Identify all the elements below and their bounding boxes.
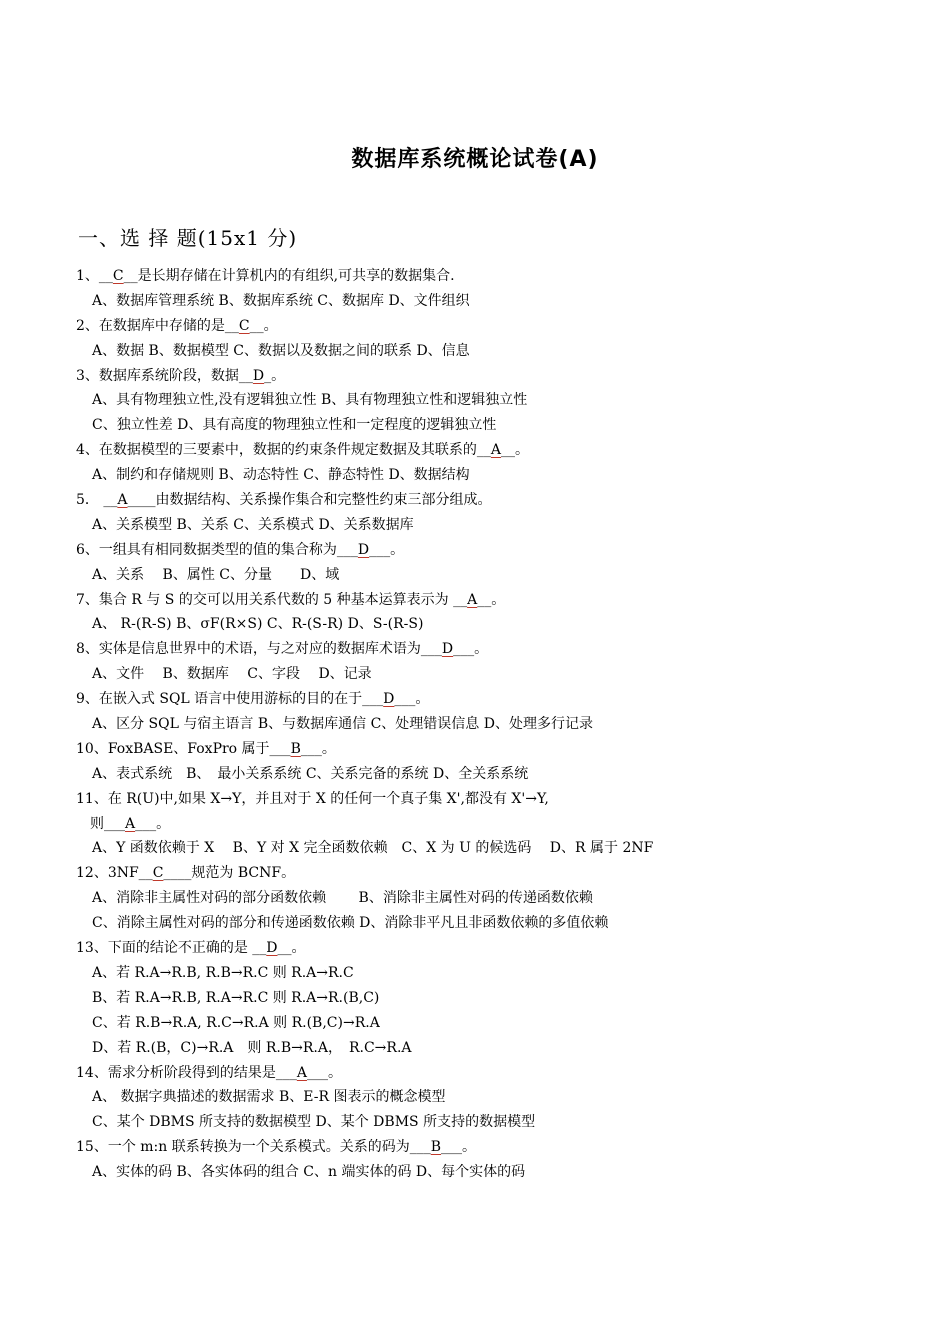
question-line — [76, 314, 916, 339]
question-line — [76, 861, 916, 886]
option-line: A、制约和存储规则 B、动态特性 C、静态特性 D、数据结构 — [92, 467, 470, 484]
question-stem: 2、在数据库中存储的是__ — [76, 317, 239, 334]
exam-title: 数据库系统概论试卷(A) — [351, 147, 599, 172]
question-stem-end: ___。 — [453, 641, 489, 658]
option-line: A、若 R.A→R.B, R.B→R.C 则 R.A→R.C — [92, 964, 354, 981]
answer-blank: D — [266, 940, 278, 957]
option-line: A、数据 B、数据模型 C、数据以及数据之间的联系 D、信息 — [92, 342, 470, 359]
question-line — [76, 637, 916, 662]
question-stem: 8、实体是信息世界中的术语，与之对应的数据库术语为___ — [76, 641, 442, 658]
question-line — [76, 538, 916, 563]
option-line: A、区分 SQL 与宿主语言 B、与数据库通信 C、处理错误信息 D、处理多行记录 — [92, 716, 593, 733]
question-line — [76, 936, 916, 961]
option-line: D、若 R.(B，C)→R.A 则 R.B→R.A， R.C→R.A — [92, 1039, 412, 1056]
option-line: A、表式系统 B、 最小关系系统 C、关系完备的系统 D、全关系系统 — [92, 765, 529, 782]
answer-blank: C — [112, 268, 124, 284]
answer-blank: C — [238, 317, 250, 334]
question-stem: 10、FoxBASE、FoxPro 属于___ — [76, 740, 291, 757]
option-line: C、消除主属性对码的部分和传递函数依赖 D、消除非平凡且非函数依赖的多值依赖 — [92, 915, 609, 932]
option-line: A、消除非主属性对码的部分函数依赖 B、消除非主属性对码的传递函数依赖 — [92, 890, 593, 907]
question-line — [76, 737, 916, 762]
option-line: C、独立性差 D、具有高度的物理独立性和一定程度的逻辑独立性 — [92, 417, 497, 434]
option-line: A、实体的码 B、各实体码的组合 C、n 端实体的码 D、每个实体的码 — [92, 1164, 526, 1181]
option-line: A、数据库管理系统 B、数据库系统 C、数据库 D、文件组织 — [92, 292, 470, 309]
question-line — [76, 488, 916, 513]
answer-blank: B — [430, 1139, 442, 1156]
question-list — [76, 264, 916, 1185]
option-line: A、Y 函数依赖于 X B、Y 对 X 完全函数依赖 C、X 为 U 的候选码 D、R 属于 2NF — [92, 840, 654, 857]
option-line: A、文件 B、数据库 C、字段 D、记录 — [92, 666, 372, 683]
answer-blank: A — [296, 1064, 307, 1081]
answer-blank: A — [125, 815, 136, 832]
question-stem-end: __。 — [249, 317, 278, 334]
question-stem-end: __。 — [501, 442, 530, 459]
question-line — [76, 687, 916, 712]
question-stem: 13、下面的结论不正确的是 __ — [76, 940, 267, 957]
question-stem-end: _。 — [264, 367, 286, 384]
question-stem-end: __是长期存储在计算机内的有组织,可共享的数据集合. — [123, 268, 455, 284]
question-stem-end: __。 — [477, 591, 506, 608]
answer-blank: D — [441, 641, 454, 658]
question-line — [76, 364, 916, 389]
question-stem: 12、3NF__ — [76, 865, 153, 882]
question-stem: 14、需求分析阶段得到的结果是___ — [76, 1064, 297, 1081]
question-stem: 9、在嵌入式 SQL 语言中使用游标的目的在于___ — [76, 691, 384, 708]
section-heading: 一、选 择 题(15x1 分) — [78, 226, 298, 250]
question-line — [76, 812, 916, 837]
question-line — [76, 588, 916, 613]
answer-blank: C — [152, 865, 164, 882]
question-stem: 3、数据库系统阶段，数据__ — [76, 367, 253, 384]
option-line: A、具有物理独立性,没有逻辑独立性 B、具有物理独立性和逻辑独立性 — [92, 392, 528, 409]
option-line: A、关系模型 B、关系 C、关系模式 D、关系数据库 — [92, 516, 414, 533]
option-line: A、 数据字典描述的数据需求 B、E-R 图表示的概念模型 — [92, 1089, 446, 1106]
answer-blank: D — [357, 541, 370, 558]
answer-blank: D — [252, 367, 265, 384]
question-line — [76, 438, 916, 463]
answer-blank: A — [467, 591, 478, 608]
question-stem: 7、集合 R 与 S 的交可以用关系代数的 5 种基本运算表示为 __ — [76, 591, 468, 608]
question-stem: 1、__ — [76, 268, 113, 284]
question-stem: 则___ — [76, 815, 125, 832]
question-stem: 15、一个 m:n 联系转换为一个关系模式。关系的码为___ — [76, 1139, 431, 1156]
question-stem: 11、在 R(U)中,如果 X→Y，并且对于 X 的任何一个真子集 X',都没有 X'→Y, — [76, 790, 549, 807]
option-line: A、关系 B、属性 C、分量 D、域 — [92, 566, 340, 583]
question-stem-end: ___。 — [369, 541, 405, 558]
question-stem-end: ___。 — [394, 691, 430, 708]
answer-blank: A — [490, 442, 502, 459]
question-stem-end: ____由数据结构、关系操作集合和完整性约束三部分组成。 — [127, 492, 492, 509]
question-line — [76, 1061, 916, 1086]
question-stem: 6、一组具有相同数据类型的值的集合称为___ — [76, 541, 358, 558]
question-line — [76, 264, 916, 289]
question-stem-end: ____规范为 BCNF。 — [163, 865, 296, 882]
question-line — [76, 1135, 916, 1160]
answer-blank: A — [117, 492, 128, 509]
option-line: A、 R-(R-S) B、σF(R×S) C、R-(S-R) D、S-(R-S) — [92, 616, 424, 633]
question-stem: 5． __ — [76, 492, 118, 509]
question-stem-end: __。 — [277, 940, 306, 957]
question-line — [76, 787, 916, 812]
question-stem-end: ___。 — [300, 740, 336, 757]
question-stem-end: ___。 — [135, 815, 171, 832]
question-stem-end: ___。 — [441, 1139, 477, 1156]
option-line: B、若 R.A→R.B, R.A→R.C 则 R.A→R.(B,C) — [92, 989, 380, 1006]
question-stem: 4、在数据模型的三要素中，数据的约束条件规定数据及其联系的__ — [76, 442, 491, 459]
question-stem-end: ___。 — [306, 1064, 342, 1081]
option-line: C、若 R.B→R.A, R.C→R.A 则 R.(B,C)→R.A — [92, 1014, 380, 1031]
answer-blank: D — [383, 691, 395, 708]
answer-blank: B — [290, 740, 301, 757]
option-line: C、某个 DBMS 所支持的数据模型 D、某个 DBMS 所支持的数据模型 — [92, 1114, 536, 1131]
